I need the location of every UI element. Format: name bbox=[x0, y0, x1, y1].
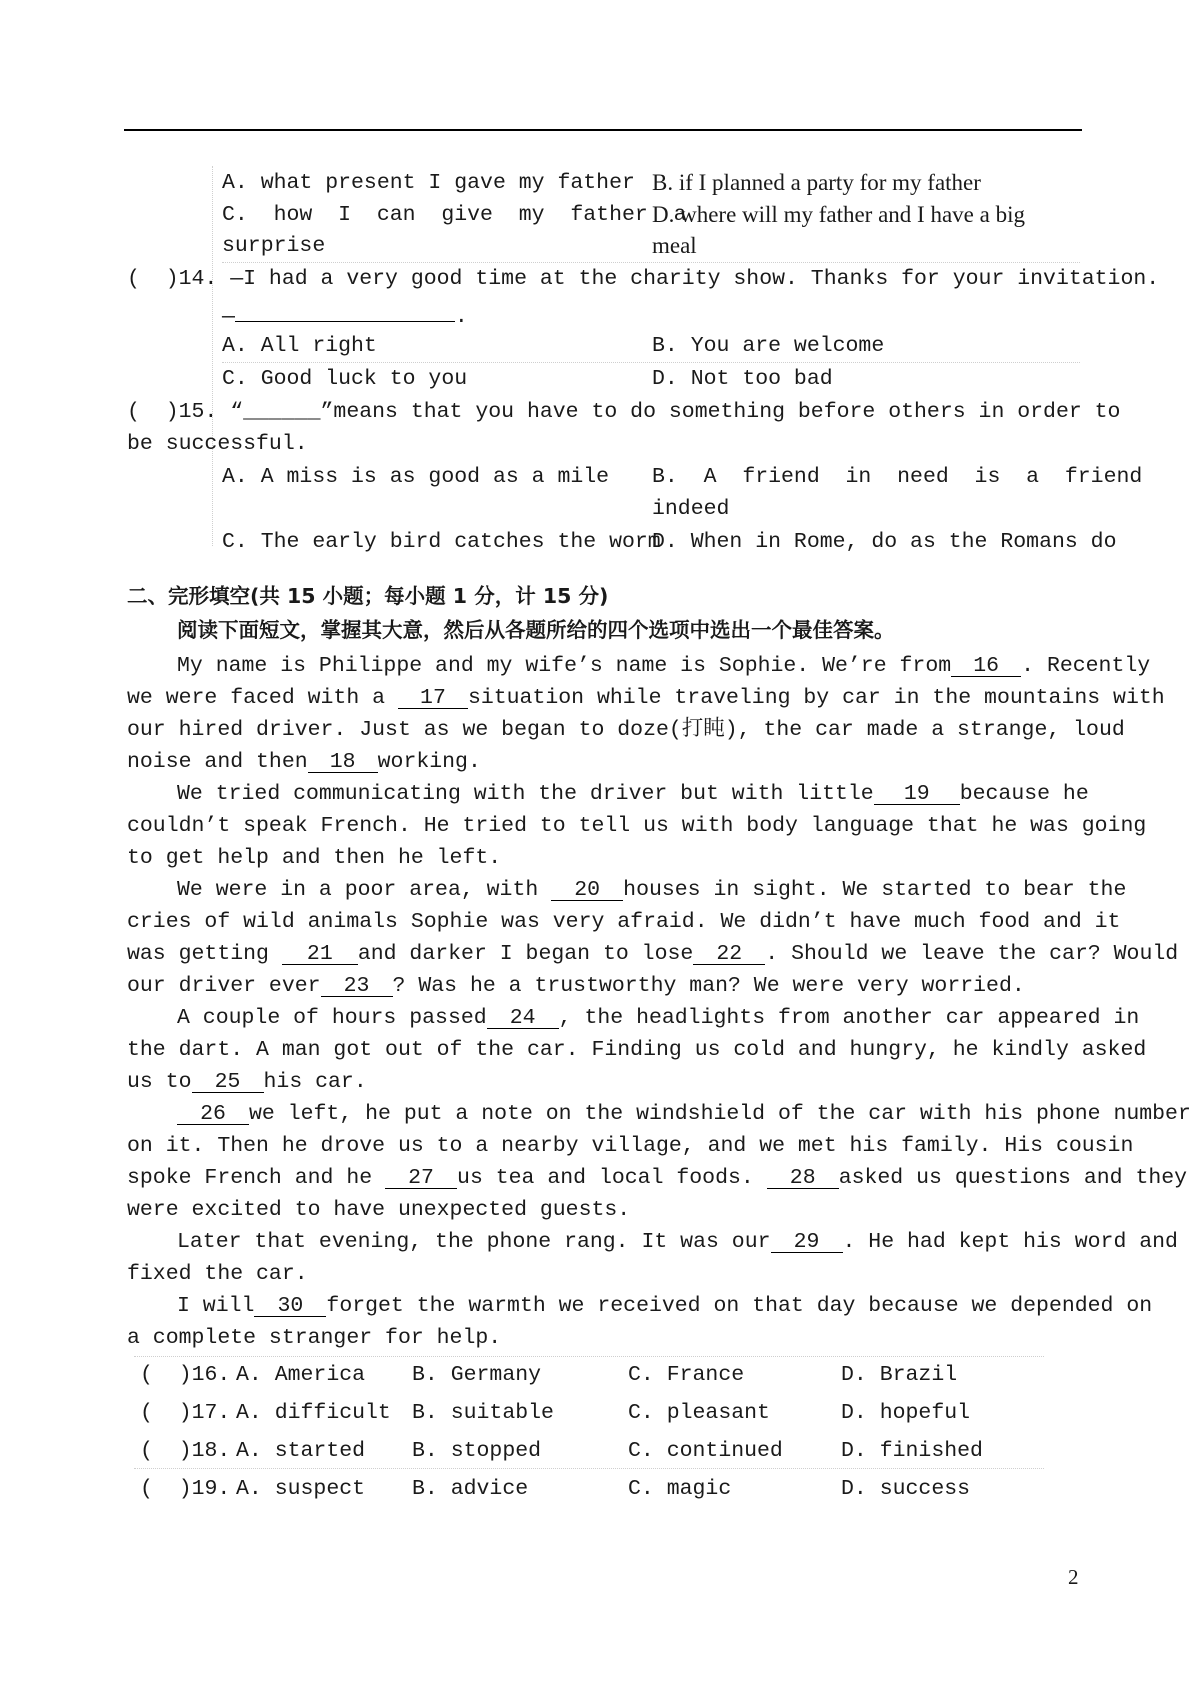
text-run: My name is Philippe and my wife’s name is Sophie. We’re from bbox=[177, 654, 952, 678]
text-run: . He had kept his word and bbox=[842, 1230, 1178, 1254]
text-run: working. bbox=[377, 750, 481, 774]
passage-line bbox=[177, 1002, 1139, 1034]
text-run: A couple of hours passed bbox=[177, 1006, 487, 1030]
answer-blank-q14[interactable] bbox=[235, 295, 455, 322]
choice-a: A. started bbox=[236, 1439, 366, 1463]
passage-line bbox=[177, 1290, 1152, 1322]
blank-19[interactable]: 19 bbox=[874, 778, 960, 805]
passage-line: the dart. A man got out of the car. Finding us cold and hungry, he kindly asked bbox=[127, 1038, 1147, 1062]
blank-22[interactable]: 22 bbox=[693, 938, 765, 965]
choice-c: C. pleasant bbox=[628, 1401, 770, 1425]
text-run: houses in sight. We started to bear the bbox=[623, 878, 1127, 902]
passage-line: our hired driver. Just as we began to doze(打盹), the car made a strange, loud bbox=[127, 718, 1125, 742]
passage-line: to get help and then he left. bbox=[127, 846, 502, 870]
choice-d: D. success bbox=[841, 1477, 971, 1501]
passage-line bbox=[177, 1098, 1191, 1130]
choice-number: ( )18. bbox=[140, 1439, 231, 1463]
blank-20[interactable]: 20 bbox=[551, 874, 623, 901]
dash-mark: — bbox=[222, 305, 235, 329]
blank-30[interactable]: 30 bbox=[254, 1290, 326, 1317]
text-run: us to bbox=[127, 1070, 192, 1094]
passage-line bbox=[127, 746, 481, 778]
passage-line: cries of wild animals Sophie was very afraid. We didn’t have much food and it bbox=[127, 910, 1121, 934]
text-run: his car. bbox=[263, 1070, 367, 1094]
text-run: because he bbox=[959, 782, 1089, 806]
q15-stem-cont: be successful. bbox=[127, 432, 308, 456]
section-instruction: 阅读下面短文，掌握其大意，然后从各题所给的四个选项中选出一个最佳答案。 bbox=[177, 618, 895, 642]
text-run: . Recently bbox=[1021, 654, 1151, 678]
blank-24[interactable]: 24 bbox=[487, 1002, 559, 1029]
blank-28[interactable]: 28 bbox=[767, 1162, 839, 1189]
q15-option-d: D. When in Rome, do as the Romans do bbox=[652, 530, 1117, 554]
passage-line bbox=[127, 1066, 367, 1098]
divider bbox=[134, 1356, 1044, 1357]
blank-17[interactable]: 17 bbox=[398, 682, 468, 709]
text-run: us tea and local foods. bbox=[457, 1166, 767, 1190]
q15-stem: ( )15. “______”means that you have to do something before others in order to bbox=[127, 400, 1121, 424]
q13-option-d-cont: meal bbox=[652, 233, 697, 258]
passage-line bbox=[127, 970, 1025, 1002]
text-run: We tried communicating with the driver but with little bbox=[177, 782, 874, 806]
text-run: , the headlights from another car appeared in bbox=[558, 1006, 1140, 1030]
q13-option-c: C. how I can give my father a bbox=[222, 203, 687, 227]
choice-d: D. finished bbox=[841, 1439, 983, 1463]
text-run: situation while traveling by car in the mountains with bbox=[467, 686, 1165, 710]
choice-c: C. France bbox=[628, 1363, 745, 1387]
q13-option-b: B. if I planned a party for my father bbox=[652, 170, 981, 195]
choice-b: B. stopped bbox=[412, 1439, 542, 1463]
q15-option-b: B. A friend in need is a friend bbox=[652, 465, 1143, 489]
passage-line: on it. Then he drove us to a nearby village, and we met his family. His cousin bbox=[127, 1134, 1134, 1158]
passage-line bbox=[177, 650, 1150, 682]
passage-line bbox=[127, 682, 1165, 714]
page-number: 2 bbox=[1068, 1565, 1079, 1589]
text-run: noise and then bbox=[127, 750, 308, 774]
period: . bbox=[454, 305, 468, 329]
option-guide bbox=[212, 166, 213, 546]
passage-line: were excited to have unexpected guests. bbox=[127, 1198, 631, 1222]
passage-line bbox=[177, 778, 1089, 810]
q14-reply bbox=[222, 295, 468, 327]
passage-line: couldn’t speak French. He tried to tell us with body language that he was going bbox=[127, 814, 1147, 838]
blank-27[interactable]: 27 bbox=[385, 1162, 457, 1189]
text-run: I will bbox=[177, 1294, 255, 1318]
passage-line bbox=[177, 1226, 1178, 1258]
q14-option-c: C. Good luck to you bbox=[222, 367, 468, 391]
choice-c: C. magic bbox=[628, 1477, 732, 1501]
text-run: spoke French and he bbox=[127, 1166, 386, 1190]
text-run: we were faced with a bbox=[127, 686, 398, 710]
q13-option-a: A. what present I gave my father bbox=[222, 171, 635, 195]
passage-line bbox=[127, 938, 1178, 970]
choice-a: A. suspect bbox=[236, 1477, 366, 1501]
text-run: our driver ever bbox=[127, 974, 321, 998]
header-rule bbox=[124, 129, 1082, 131]
passage-line: fixed the car. bbox=[127, 1262, 308, 1286]
passage-line bbox=[127, 1162, 1187, 1194]
blank-16[interactable]: 16 bbox=[951, 650, 1021, 677]
text-run: forget the warmth we received on that day because we depended on bbox=[326, 1294, 1153, 1318]
choice-a: A. difficult bbox=[236, 1401, 391, 1425]
q14-option-b: B. You are welcome bbox=[652, 334, 885, 358]
q15-option-c: C. The early bird catches the worm bbox=[222, 530, 661, 554]
choice-c: C. continued bbox=[628, 1439, 783, 1463]
q13-option-d: D. where will my father and I have a big bbox=[652, 202, 1025, 227]
blank-25[interactable]: 25 bbox=[192, 1066, 264, 1093]
blank-23[interactable]: 23 bbox=[321, 970, 393, 997]
q14-option-d: D. Not too bad bbox=[652, 367, 833, 391]
text-run: ? Was he a trustworthy man? We were very worried. bbox=[392, 974, 1025, 998]
choice-b: B. advice bbox=[412, 1477, 529, 1501]
choice-number: ( )17. bbox=[140, 1401, 231, 1425]
blank-29[interactable]: 29 bbox=[771, 1226, 843, 1253]
section-title: 二、完形填空(共 15 小题；每小题 1 分，计 15 分) bbox=[127, 584, 609, 608]
text-run: we left, he put a note on the windshield of the car with his phone number bbox=[249, 1102, 1191, 1126]
blank-26[interactable]: 26 bbox=[177, 1098, 249, 1125]
q14-option-a: A. All right bbox=[222, 334, 377, 358]
divider bbox=[134, 1468, 1044, 1469]
text-run: asked us questions and they bbox=[838, 1166, 1188, 1190]
text-run: . Should we leave the car? Would bbox=[765, 942, 1179, 966]
text-run: Later that evening, the phone rang. It was our bbox=[177, 1230, 771, 1254]
passage-line bbox=[177, 874, 1126, 906]
q14-stem: ( )14. —I had a very good time at the charity show. Thanks for your invitation. bbox=[127, 267, 1160, 291]
q15-option-a: A. A miss is as good as a mile bbox=[222, 465, 610, 489]
choice-number: ( )16. bbox=[140, 1363, 231, 1387]
blank-18[interactable]: 18 bbox=[308, 746, 378, 773]
text-run: and darker I began to lose bbox=[357, 942, 694, 966]
choice-b: B. suitable bbox=[412, 1401, 554, 1425]
choice-number: ( )19. bbox=[140, 1477, 231, 1501]
q13-option-c-cont: surprise bbox=[222, 234, 326, 258]
text-run: We were in a poor area, with bbox=[177, 878, 552, 902]
choice-b: B. Germany bbox=[412, 1363, 542, 1387]
passage-line: a complete stranger for help. bbox=[127, 1326, 502, 1350]
text-run: was getting bbox=[127, 942, 282, 966]
q15-option-b-cont: indeed bbox=[652, 497, 730, 521]
choice-d: D. Brazil bbox=[841, 1363, 958, 1387]
choice-d: D. hopeful bbox=[841, 1401, 971, 1425]
blank-21[interactable]: 21 bbox=[282, 938, 358, 965]
choice-a: A. America bbox=[236, 1363, 366, 1387]
